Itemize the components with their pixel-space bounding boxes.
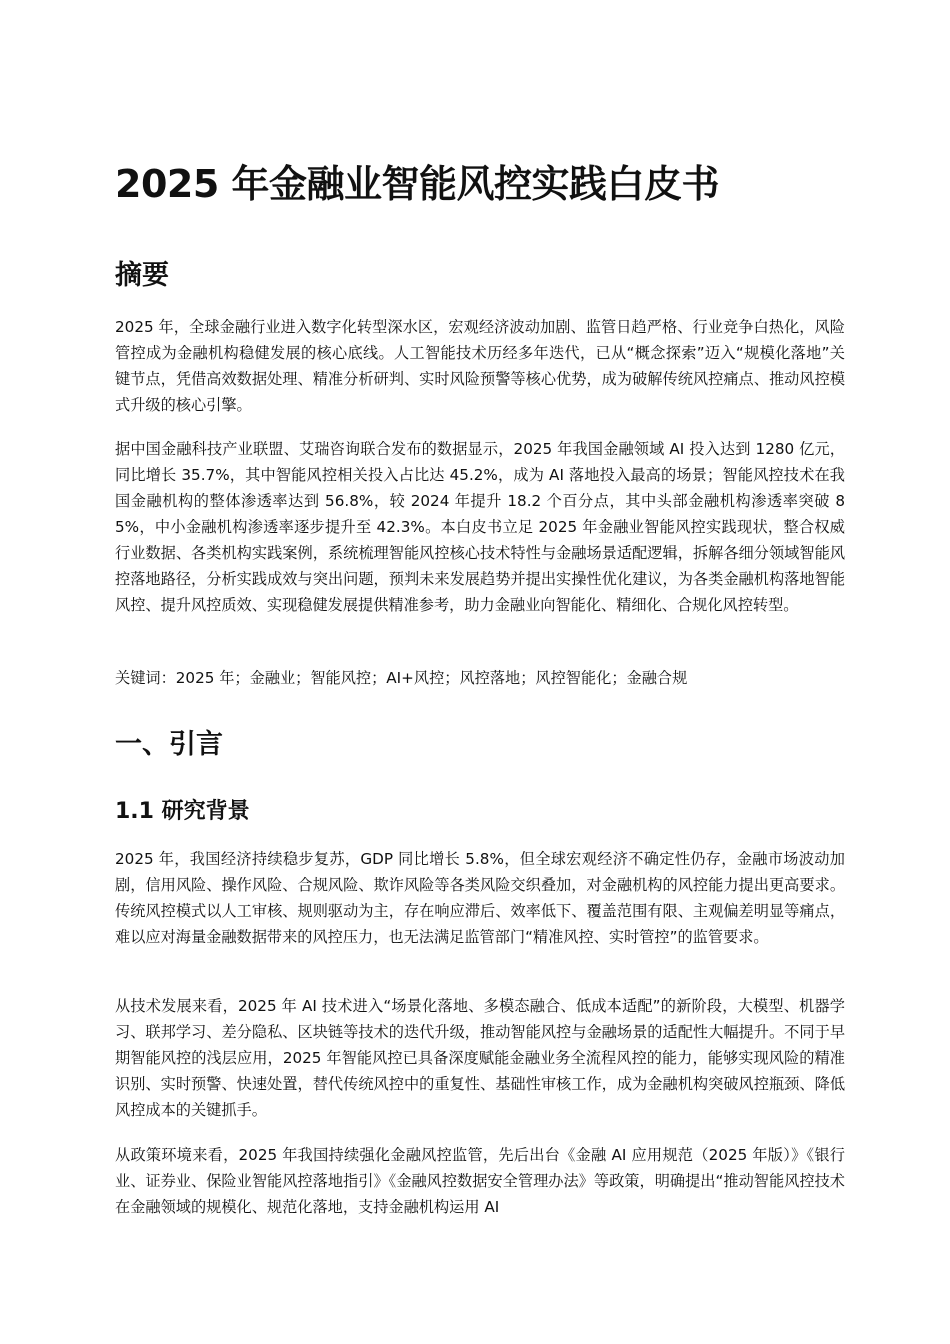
background-paragraph-3: 从政策环境来看，2025 年我国持续强化金融风控监管，先后出台《金融 AI 应用规范（2025 年版）》《银行业、证券业、保险业智能风控落地指引》《金融风控数据安全管理办法》等政策，明确提出“推动智能风控技术在金融领域的规模化、规范化落地，支持金融机构运用 AI: [115, 1146, 845, 1216]
background-paragraph-2: 从技术发展来看，2025 年 AI 技术进入“场景化落地、多模态融合、低成本适配”的新阶段，大模型、机器学习、联邦学习、差分隐私、区块链等技术的迭代升级，推动智能风控与金融场景的适配性大幅提升。不同于早期智能风控的浅层应用，2025 年智能风控已具备深度赋能金融业务全流程风控的能力，能够实现风险的精准识别、实时预警、快速处置，替代传统风控中的重复性、基础性审核工作，成为金融机构突破风控瓶颈、降低风控成本的关键抓手。: [115, 997, 845, 1119]
keywords-line: 关键词：2025 年；金融业；智能风控；AI+风控；风控落地；风控智能化；金融合规: [115, 669, 688, 687]
abstract-paragraph-2: 据中国金融科技产业联盟、艾瑞咨询联合发布的数据显示，2025 年我国金融领域 AI 投入达到 1280 亿元，同比增长 35.7%，其中智能风控相关投入占比达 45.2%，成为 AI 落地投入最高的场景；智能风控技术在我国金融机构的整体渗透率达到 56.8%，较 2024 年提升 18.2 个百分点，其中头部金融机构渗透率突破 85%，中小金融机构渗透率逐步提升至 42.3%。本白皮书立足 2025 年金融业智能风控实践现状，整合权威行业数据、各类机构实践案例，系统梳理智能风控核心技术特性与金融场景适配逻辑，拆解各细分领域智能风控落地路径，分析实践成效与突出问题，预判未来发展趋势并提出实操性优化建议，为各类金融机构落地智能风控、提升风控质效、实现稳健发展提供精准参考，助力金融业向智能化、精细化、合规化风控转型。: [115, 440, 845, 614]
document-title: 2025 年金融业智能风控实践白皮书: [115, 162, 719, 206]
abstract-paragraph-1: 2025 年，全球金融行业进入数字化转型深水区，宏观经济波动加剧、监管日趋严格、行业竞争白热化，风险管控成为金融机构稳健发展的核心底线。人工智能技术历经多年迭代，已从“概念探索”迈入“规模化落地”关键节点，凭借高效数据处理、精准分析研判、实时风险预警等核心优势，成为破解传统风控痛点、推动风控模式升级的核心引擎。: [115, 318, 845, 414]
abstract-heading: 摘要: [115, 260, 169, 291]
background-paragraph-1: 2025 年，我国经济持续稳步复苏，GDP 同比增长 5.8%，但全球宏观经济不确定性仍存，金融市场波动加剧，信用风险、操作风险、合规风险、欺诈风险等各类风险交织叠加，对金融机构的风控能力提出更高要求。传统风控模式以人工审核、规则驱动为主，存在响应滞后、效率低下、覆盖范围有限、主观偏差明显等痛点，难以应对海量金融数据带来的风控压力，也无法满足监管部门“精准风控、实时管控”的监管要求。: [115, 850, 845, 946]
subsection-1-1-heading: 1.1 研究背景: [115, 799, 250, 824]
section-1-heading: 一、引言: [115, 729, 223, 760]
